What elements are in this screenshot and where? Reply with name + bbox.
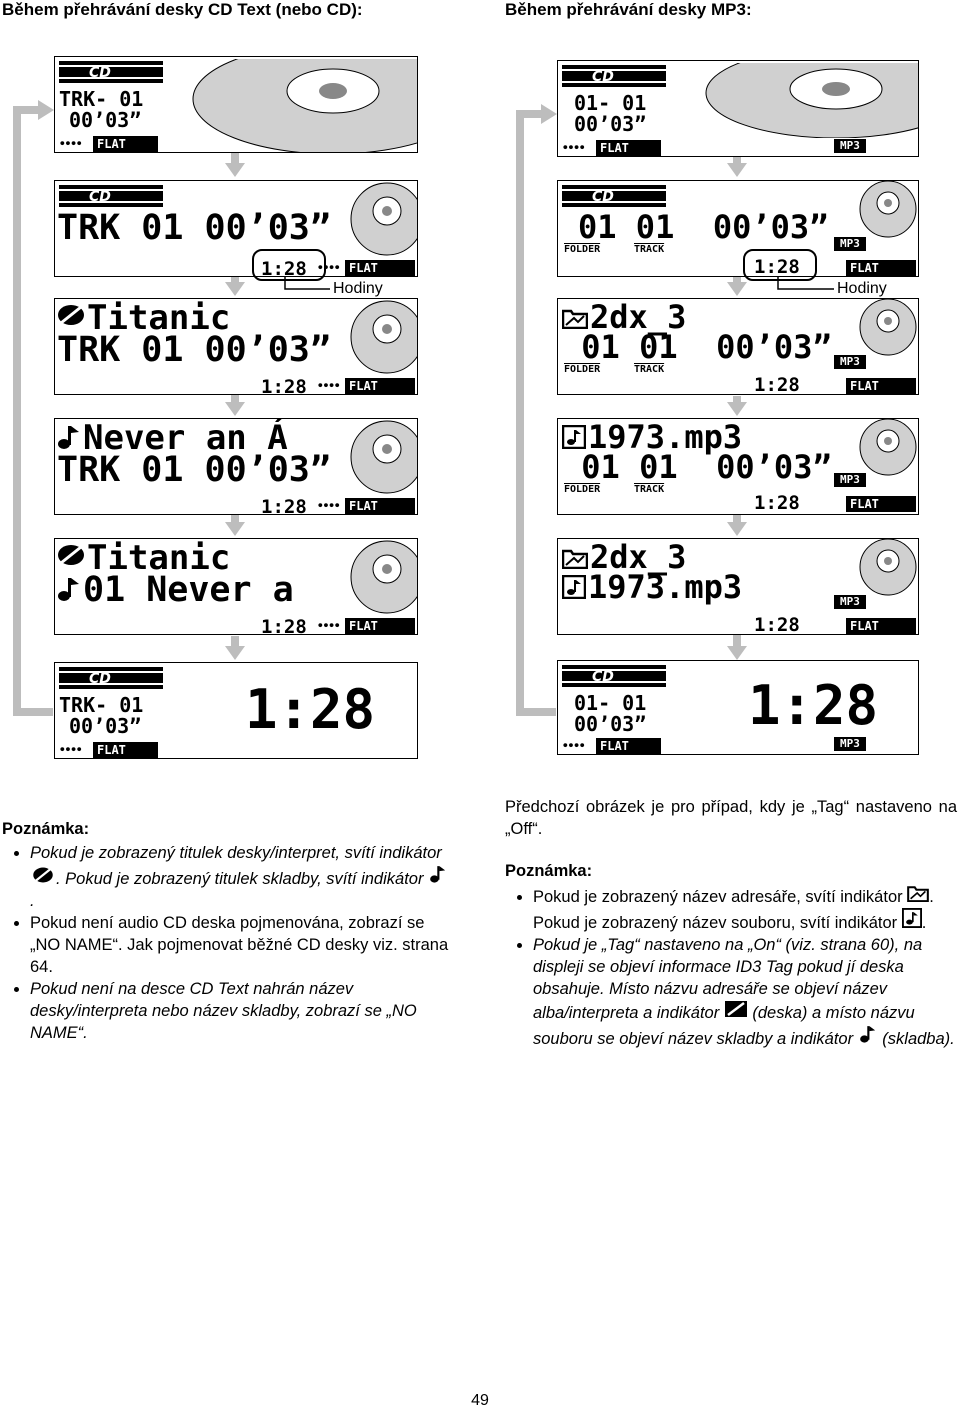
svg-text:CD: CD (89, 671, 111, 687)
clock-highlight-circle (743, 249, 817, 281)
sound-mode-bar: FLAT (846, 496, 916, 512)
mp3-indicator: MP3 (834, 737, 866, 751)
cd-logo-icon (59, 185, 163, 207)
lcd-line-2: 00’03” (574, 712, 647, 736)
lcd-display-mp3-1 (557, 60, 919, 157)
clock-readout: 1:28 (261, 376, 307, 395)
disc-graphic-icon (183, 59, 418, 153)
lcd-line-1: 01- 01 (574, 691, 647, 715)
lcd-display-mp3-4 (557, 418, 919, 515)
disc-graphic-icon (686, 63, 918, 138)
lcd-line-2: 00’03” (69, 714, 142, 738)
cd-logo-icon (59, 667, 163, 689)
svg-text:CD: CD (592, 189, 614, 205)
mp3-indicator: MP3 (834, 595, 866, 609)
note-bullet (533, 884, 957, 934)
disc-graphic-icon (836, 539, 919, 597)
disc-graphic-icon (836, 299, 919, 357)
mp3-indicator: MP3 (834, 139, 866, 153)
big-clock-readout: 1:28 (748, 674, 879, 737)
sound-mode-bar: FLAT (345, 260, 415, 276)
lcd-line-2: TRK 01 00’03” (57, 330, 331, 370)
left-column-heading: Během přehrávání desky CD Text (nebo CD): (2, 0, 363, 19)
svg-text:CD: CD (592, 669, 614, 685)
folder-icon (562, 307, 588, 329)
note-text: . Pokud je zobrazený titulek skladby, svítí indikátor (56, 870, 429, 888)
music-note-icon (428, 864, 448, 884)
right-column-heading: Během přehrávání desky MP3: (505, 0, 752, 19)
lcd-line-1: 2dx_3 (590, 538, 687, 576)
lcd-display-cd-2 (54, 180, 418, 277)
disc-indicator-icon (57, 303, 85, 327)
note-bullet (30, 842, 452, 912)
page-number: 49 (471, 1392, 489, 1409)
disc-graphic-icon (335, 299, 418, 379)
sound-mode-bar: FLAT (596, 140, 661, 156)
lcd-display-mp3-3 (557, 298, 919, 395)
lcd-display-cd-3 (54, 298, 418, 395)
clock-highlight-circle (252, 249, 326, 281)
folder-icon (907, 884, 929, 902)
track-label: TRACK (634, 244, 665, 255)
sound-mode-bar: FLAT (596, 738, 661, 754)
cd-logo-icon (562, 185, 666, 207)
cd-logo-icon (562, 65, 666, 87)
clock-readout: 1:28 (754, 614, 800, 635)
sound-mode-bar: FLAT (345, 498, 415, 514)
dots-indicator: ∙∙∙∙ (562, 141, 585, 154)
note-bullet (30, 978, 452, 1044)
dots-indicator: ∙∙∙∙ (562, 739, 585, 752)
left-note (2, 818, 452, 1044)
lcd-display-cd-5 (54, 538, 418, 635)
lcd-display-cd-4 (54, 418, 418, 515)
lcd-line-1: 01 01 00’03” (578, 208, 829, 246)
disc-graphic-icon (836, 181, 919, 239)
clock-readout: 1:28 (261, 496, 307, 515)
lcd-line-1: Titanic (87, 538, 231, 578)
svg-text:CD: CD (592, 69, 614, 85)
note-text: Pokud není audio CD deska pojmenována, zobrazí se „NO NAME“. Jak pojmenovat běžné CD desky viz. strana 64. (30, 914, 449, 976)
big-clock-readout: 1:28 (245, 678, 376, 741)
sound-mode-bar: FLAT (846, 378, 916, 394)
track-label: TRACK (634, 484, 665, 495)
note-bullet (533, 934, 957, 1050)
lcd-display-cd-1 (54, 56, 418, 153)
folder-label: FOLDER (564, 484, 601, 495)
dots-indicator: ∙∙∙∙ (317, 379, 340, 392)
note-text: . (30, 892, 35, 910)
lcd-line-1: Titanic (87, 298, 231, 338)
disc-indicator-icon (57, 543, 85, 567)
sound-mode-bar: FLAT (846, 618, 916, 634)
lcd-line-1: 2dx_3 (590, 298, 687, 336)
sound-mode-bar: FLAT (93, 136, 158, 152)
note-text: Pokud není na desce CD Text nahrán název desky/interpreta nebo název skladby, zobrazí se „NO NAME“. (30, 980, 417, 1042)
dots-indicator: ∙∙∙∙ (59, 137, 82, 150)
lcd-line-1: TRK- 01 (59, 87, 144, 111)
disc-graphic-icon (335, 181, 418, 261)
dots-indicator: ∙∙∙∙ (317, 499, 340, 512)
note-text: Pokud je „Tag“ nastaveno na „On“ (viz. strana 60), na displeji se objeví informace ID3 Tag pokud jí deska obsahuje. Místo názvu adresáře se objeví název alba/interpreta a indikátor (533, 936, 923, 1022)
note-text: . (921, 914, 927, 932)
lcd-display-mp3-2 (557, 180, 919, 277)
album-indicator-icon (724, 1000, 748, 1018)
dots-indicator: ∙∙∙∙ (317, 261, 340, 274)
clock-readout: 1:28 (754, 492, 800, 514)
clock-readout: 1:28 (261, 616, 307, 635)
lcd-display-cd-6 (54, 662, 418, 759)
lcd-line-2: 01 01 00’03” (562, 448, 832, 486)
lcd-line-1: TRK- 01 (59, 693, 144, 717)
cd-logo-icon (59, 61, 163, 83)
clock-readout: 1:28 (754, 256, 800, 277)
lcd-display-mp3-5 (557, 538, 919, 635)
note-text: (deska) a místo názvu souboru se objeví název skladby a indikátor (533, 1004, 915, 1048)
sound-mode-bar: FLAT (345, 618, 415, 634)
lcd-line-1: 1973.mp3 (588, 418, 743, 456)
svg-text:CD: CD (89, 189, 111, 205)
music-note-icon (57, 575, 81, 603)
dots-indicator: ∙∙∙∙ (59, 743, 82, 756)
folder-label: FOLDER (564, 244, 601, 255)
mp3-indicator: MP3 (834, 473, 866, 487)
lcd-line-1: Never an Á (83, 418, 288, 458)
file-icon (562, 575, 586, 599)
disc-graphic-icon (335, 419, 418, 499)
dots-indicator: ∙∙∙∙ (317, 619, 340, 632)
note-text: . Pokud je zobrazený název souboru, svítí indikátor (533, 888, 934, 932)
note-heading: Poznámka: (2, 820, 90, 838)
music-note-icon (858, 1024, 878, 1044)
file-icon (902, 908, 922, 928)
sound-mode-bar: FLAT (93, 742, 158, 758)
mp3-indicator: MP3 (834, 237, 866, 251)
disc-indicator-icon (30, 866, 56, 884)
note-text: Pokud je zobrazený titulek desky/interpret, svítí indikátor (30, 844, 442, 862)
lcd-line-2: 01 01 00’03” (562, 328, 832, 366)
clock-readout: 1:28 (754, 374, 800, 395)
cd-logo-icon (562, 665, 666, 687)
folder-label: FOLDER (564, 364, 601, 375)
note-text: Pokud je zobrazený název adresáře, svítí indikátor (533, 888, 908, 906)
clock-callout-label: Hodiny (333, 280, 383, 297)
clock-readout: 1:28 (261, 258, 307, 277)
lcd-line-1: 01- 01 (574, 91, 647, 115)
svg-text:CD: CD (89, 65, 111, 81)
lcd-line-2: 00’03” (69, 108, 142, 132)
note-heading: Poznámka: (505, 862, 593, 880)
note-bullet (30, 912, 452, 978)
clock-callout-label: Hodiny (837, 280, 887, 297)
lcd-line-1: TRK 01 00’03” (57, 208, 331, 248)
lcd-line-2: 1973.mp3 (588, 568, 743, 606)
music-note-icon (57, 423, 81, 451)
sound-mode-bar: FLAT (345, 378, 415, 394)
file-icon (562, 425, 586, 449)
lcd-line-2: TRK 01 00’03” (57, 450, 331, 490)
disc-graphic-icon (335, 539, 418, 619)
right-note (505, 796, 957, 1050)
lcd-line-2: 01 Never a (83, 570, 294, 610)
note-text: (skladba). (877, 1030, 955, 1048)
disc-graphic-icon (836, 419, 919, 477)
mp3-indicator: MP3 (834, 355, 866, 369)
track-label: TRACK (634, 364, 665, 375)
lcd-line-2: 00’03” (574, 112, 647, 136)
right-intro: Předchozí obrázek je pro případ, kdy je „Tag“ nastaveno na „Off“. (505, 798, 957, 838)
folder-icon (562, 547, 588, 569)
lcd-display-mp3-6 (557, 660, 919, 755)
sound-mode-bar: FLAT (846, 260, 916, 276)
